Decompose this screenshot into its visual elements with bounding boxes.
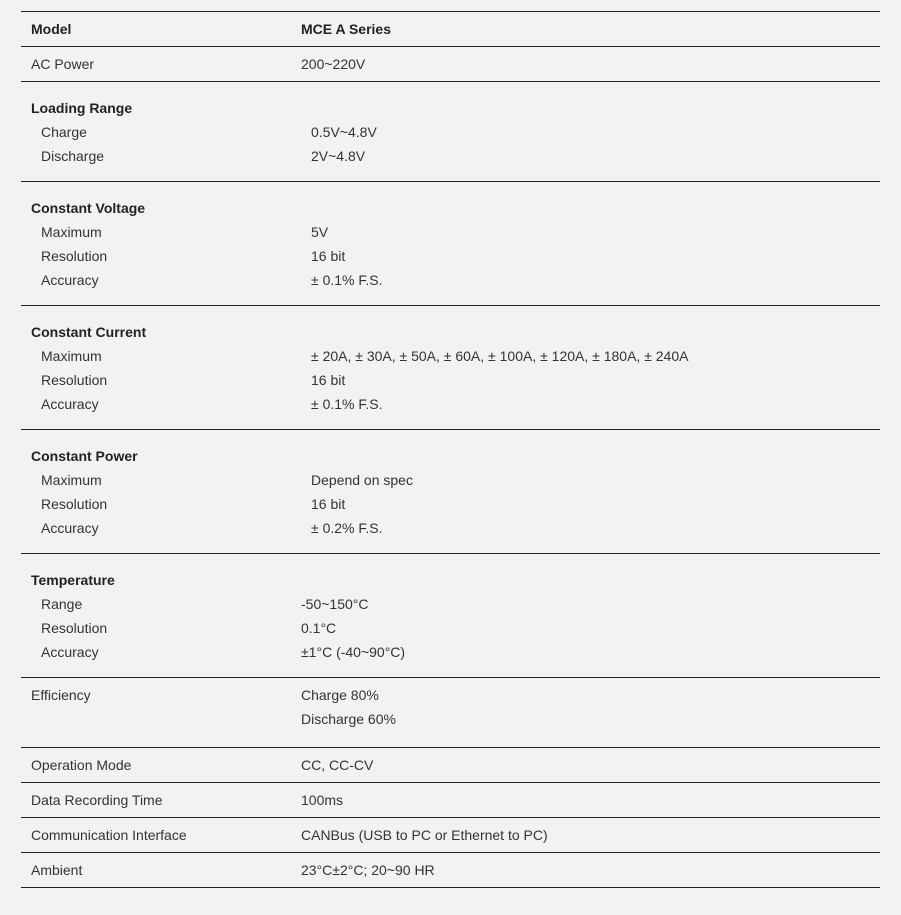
group-loading-range [21,82,880,182]
sub-value: 16 bit [311,248,346,264]
sub-row [21,368,880,392]
sub-value: ± 20A, ± 30A, ± 50A, ± 60A, ± 100A, ± 120A, ± 180A, ± 240A [311,348,689,364]
group-title: Constant Power [31,448,138,464]
row-label: Communication Interface [31,827,187,843]
sub-value: -50~150°C [301,596,369,612]
sub-row [21,268,880,292]
sub-label: Accuracy [41,520,99,536]
row-value: CC, CC-CV [301,757,374,773]
sub-row [21,344,880,368]
row-value: Discharge 60% [301,711,396,727]
header-value: MCE A Series [301,21,391,37]
row-value-list [291,683,880,731]
sub-row [21,392,880,416]
row-label: Operation Mode [31,757,132,773]
sub-value: ± 0.2% F.S. [311,520,383,536]
sub-label: Resolution [41,372,108,388]
sub-label: Maximum [41,224,102,240]
sub-row [21,516,880,540]
sub-value: 2V~4.8V [311,148,366,164]
row-value: 200~220V [301,56,366,72]
sub-value: 0.1°C [301,620,337,636]
row-value: Charge 80% [301,687,379,703]
sub-value: ±1°C (-40~90°C) [301,644,406,660]
row-label: Efficiency [31,687,91,703]
table-row-operation-mode [21,748,880,783]
group-constant-voltage [21,182,880,306]
sub-value: 16 bit [311,496,346,512]
sub-row [21,492,880,516]
sub-label: Charge [41,124,87,140]
sub-row [21,144,880,168]
table-row-ac-power [21,47,880,82]
row-value: 100ms [301,792,344,808]
sub-row [21,468,880,492]
sub-label: Maximum [41,348,102,364]
sub-value: ± 0.1% F.S. [311,396,383,412]
row-label: Ambient [31,862,83,878]
table-row-data-recording-time [21,783,880,818]
row-label: Data Recording Time [31,792,163,808]
header-label: Model [31,21,72,37]
table-row-efficiency [21,678,880,748]
table-row-communication-interface [21,818,880,853]
sub-row [21,640,880,664]
group-title: Temperature [31,572,115,588]
sub-row [21,220,880,244]
sub-label: Resolution [41,496,108,512]
sub-row [21,120,880,144]
group-temperature [21,554,880,678]
row-value: 23°C±2°C; 20~90 HR [301,862,435,878]
sub-value: ± 0.1% F.S. [311,272,383,288]
sub-value: 16 bit [311,372,346,388]
group-constant-power [21,430,880,554]
group-title: Constant Voltage [31,200,146,216]
sub-row [21,244,880,268]
sub-label: Resolution [41,248,108,264]
sub-value: Depend on spec [311,472,413,488]
spec-table [21,11,880,888]
sub-label: Accuracy [41,272,99,288]
sub-row [21,616,880,640]
group-title: Loading Range [31,100,133,116]
sub-value: 0.5V~4.8V [311,124,377,140]
group-title: Constant Current [31,324,147,340]
sub-label: Resolution [41,620,108,636]
row-value: CANBus (USB to PC or Ethernet to PC) [301,827,548,843]
sub-label: Accuracy [41,644,99,660]
sub-row [21,592,880,616]
group-constant-current [21,306,880,430]
table-row-ambient [21,853,880,888]
row-label: AC Power [31,56,95,72]
table-header-row [21,12,880,47]
sub-label: Accuracy [41,396,99,412]
sub-label: Range [41,596,83,612]
sub-label: Maximum [41,472,102,488]
sub-label: Discharge [41,148,105,164]
sub-value: 5V [311,224,329,240]
